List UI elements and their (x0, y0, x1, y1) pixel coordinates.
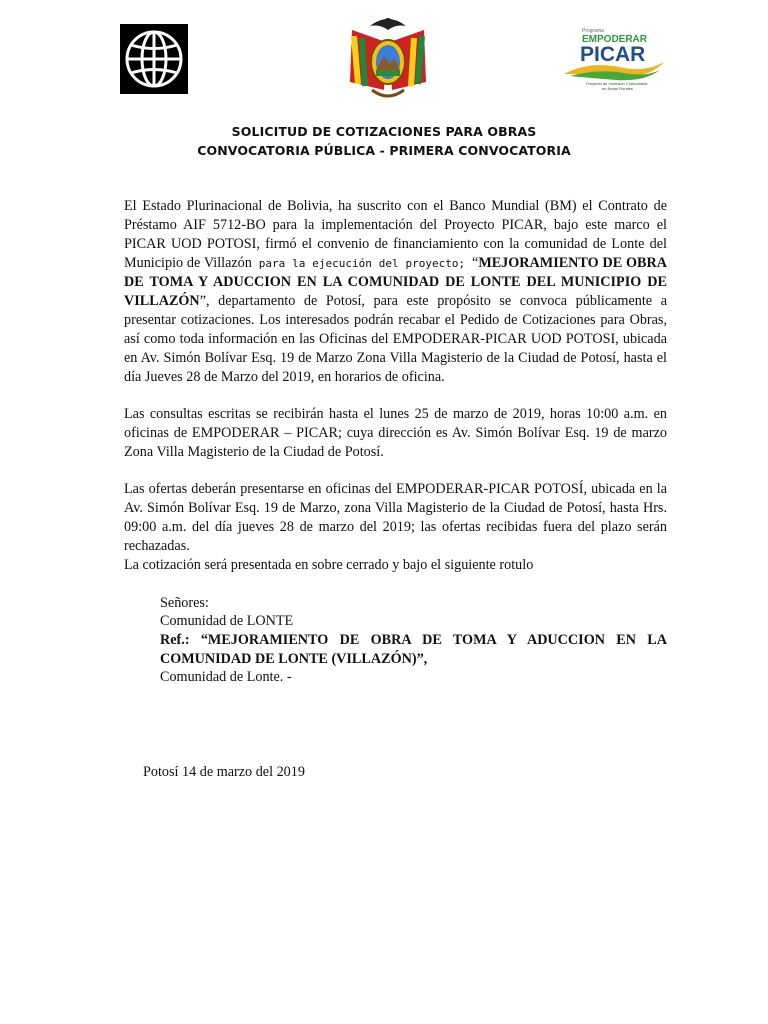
empoderar-picar-logo (560, 24, 668, 92)
picar-logo-brand1: EMPODERAR (582, 34, 648, 45)
picar-logo-brand2: PICAR (580, 43, 646, 66)
paragraph-queries: Las consultas escritas se recibirán hasta el lunes 25 de marzo de 2019, horas 10:00 a.m. en oficinas de EMPODERAR – PICAR; cuya dirección es Av. Simón Bolívar Esq. 19 de marzo Zona Villa Magisterio de la Ciudad de Potosí. (124, 406, 667, 460)
paragraph-offers: Las ofertas deberán presentarse en oficinas del EMPODERAR-PICAR POTOSÍ, ubicada en la Av. Simón Bolívar Esq. 19 de Marzo, zona Villa Magisterio de la Ciudad de Potosí, hasta Hrs. 09:00 a.m. del día jueves 28 de marzo del 2019; las ofertas recibidas fuera del plazo serán rechazadas. (124, 481, 667, 554)
label-line-lonte: Comunidad de Lonte. - (160, 669, 292, 685)
project-name: MEJORAMIENTO DE OBRA DE TOMA Y ADUCCION EN LA COMUNIDAD DE LONTE DEL MUNICIPIO DE VILLAZÓN (124, 255, 667, 309)
label-line-comunidad: Comunidad de LONTE (160, 613, 294, 629)
picar-logo-top: Programa (582, 28, 604, 34)
intro-text-mono: para la ejecución del proyecto; (251, 257, 473, 270)
document-subtitle: CONVOCATORIA PÚBLICA - PRIMERA CONVOCATORIA (197, 143, 571, 158)
intro-text-a: El Estado Plurinacional de Bolivia, ha suscrito con el Banco Mundial (BM) el Contrato de Préstamo AIF 5712-BO para la implementación del Proyecto PICAR, bajo este marco el PICAR UOD POTOSI, firmó el convenio de financiamiento con la comunidad de Lonte del Municipio de Villazón (124, 198, 667, 271)
coat-of-arms-icon (346, 12, 430, 104)
paragraph-envelope: La cotización será presentada en sobre cerrado y bajo el siguiente rotulo (124, 557, 534, 573)
intro-text-b: ”, departamento de Potosí, para este propósito se convoca públicamente a presentar cotizaciones. Los interesados podrán recabar el Pedido de Cotizaciones para Obras, así como toda información en las Oficinas del EMPODERAR-PICAR UOD POTOSI, ubicada en Av. Simón Bolívar Esq. 19 de Marzo Zona Villa Magisterio de la Ciudad de Potosí, hasta el día Jueves 28 de Marzo del 2019, en horarios de oficina. (124, 293, 667, 385)
picar-logo-tagline1: Proyecto de Inversión Comunitaria (586, 81, 648, 86)
document-date: Potosí 14 de marzo del 2019 (143, 764, 305, 780)
globe-icon (120, 24, 188, 94)
label-line-senores: Señores: (160, 595, 209, 611)
label-line-ref: Ref.: “MEJORAMIENTO DE OBRA DE TOMA Y ADUCCION EN LA COMUNIDAD DE LONTE (VILLAZÓN)”, (160, 632, 667, 667)
document-title: SOLICITUD DE COTIZACIONES PARA OBRAS (231, 124, 537, 139)
bolivia-coat-of-arms (346, 12, 430, 104)
picar-logo-tagline2: en Áreas Rurales (602, 86, 633, 91)
world-bank-logo (120, 24, 188, 94)
picar-logo-icon (560, 24, 668, 92)
paragraph-intro (124, 197, 667, 387)
intro-quote-open: “ (472, 255, 479, 271)
